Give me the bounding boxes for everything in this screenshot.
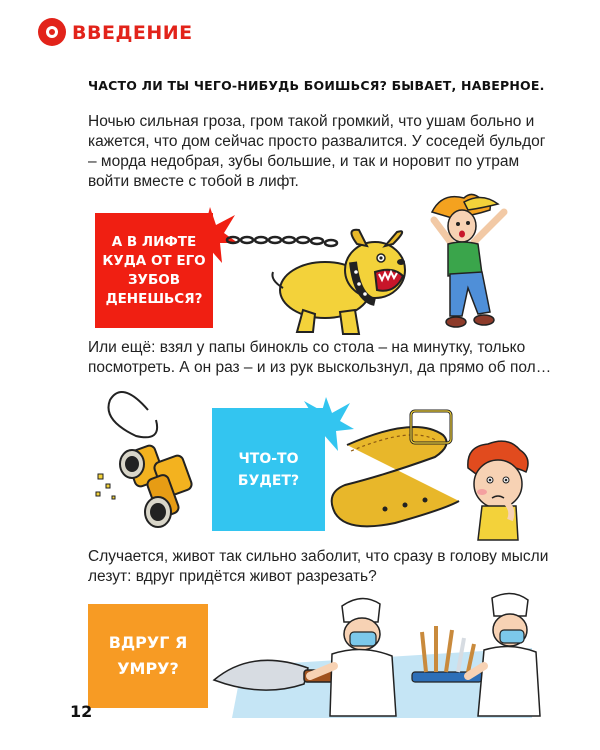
callout-elevator-text: А В ЛИФТЕ КУДА ОТ ЕГО ЗУБОВ ДЕНЕШЬСЯ? xyxy=(102,233,206,307)
page-number: 12 xyxy=(70,702,93,721)
dropped-binoculars-illustration xyxy=(92,380,222,540)
callout-what-happens xyxy=(212,408,325,531)
callout-what-happens-text: ЧТО-ТО БУДЕТ? xyxy=(237,450,300,489)
belt-illustration xyxy=(325,405,475,540)
section-title: ВВЕДЕНИЕ xyxy=(72,22,193,44)
worried-boy-illustration xyxy=(462,440,542,540)
paragraph-1: Ночью сильная гроза, гром такой громкий, что ушам больно и кажется, что дом сейчас просто развалится. У соседей бульдог – морда недобрая, зубы большие, и так и норовит по утрам войти вместе с тобой в лифт. xyxy=(88,113,546,190)
bulldog-on-chain-illustration xyxy=(225,210,425,340)
callout-die-text: ВДРУГ Я УМРУ? xyxy=(108,633,188,678)
surgeons-with-knife-illustration xyxy=(212,588,552,718)
callout-die xyxy=(88,604,208,708)
callout-elevator xyxy=(95,213,213,328)
subheading: ЧАСТО ЛИ ТЫ ЧЕГО-НИБУДЬ БОИШЬСЯ? БЫВАЕТ, НАВЕРНОЕ. xyxy=(88,78,545,93)
scared-boy-illustration xyxy=(412,192,522,342)
paragraph-3: Случается, живот так сильно заболит, что сразу в голову мысли лезут: вдруг придётся живот разрезать? xyxy=(88,548,549,585)
section-bullet-icon xyxy=(38,18,66,46)
paragraph-2: Или ещё: взял у папы бинокль со стола – на минутку, только посмотреть. А он раз – и из рук выскользнул, да прямо об пол… xyxy=(88,339,552,376)
